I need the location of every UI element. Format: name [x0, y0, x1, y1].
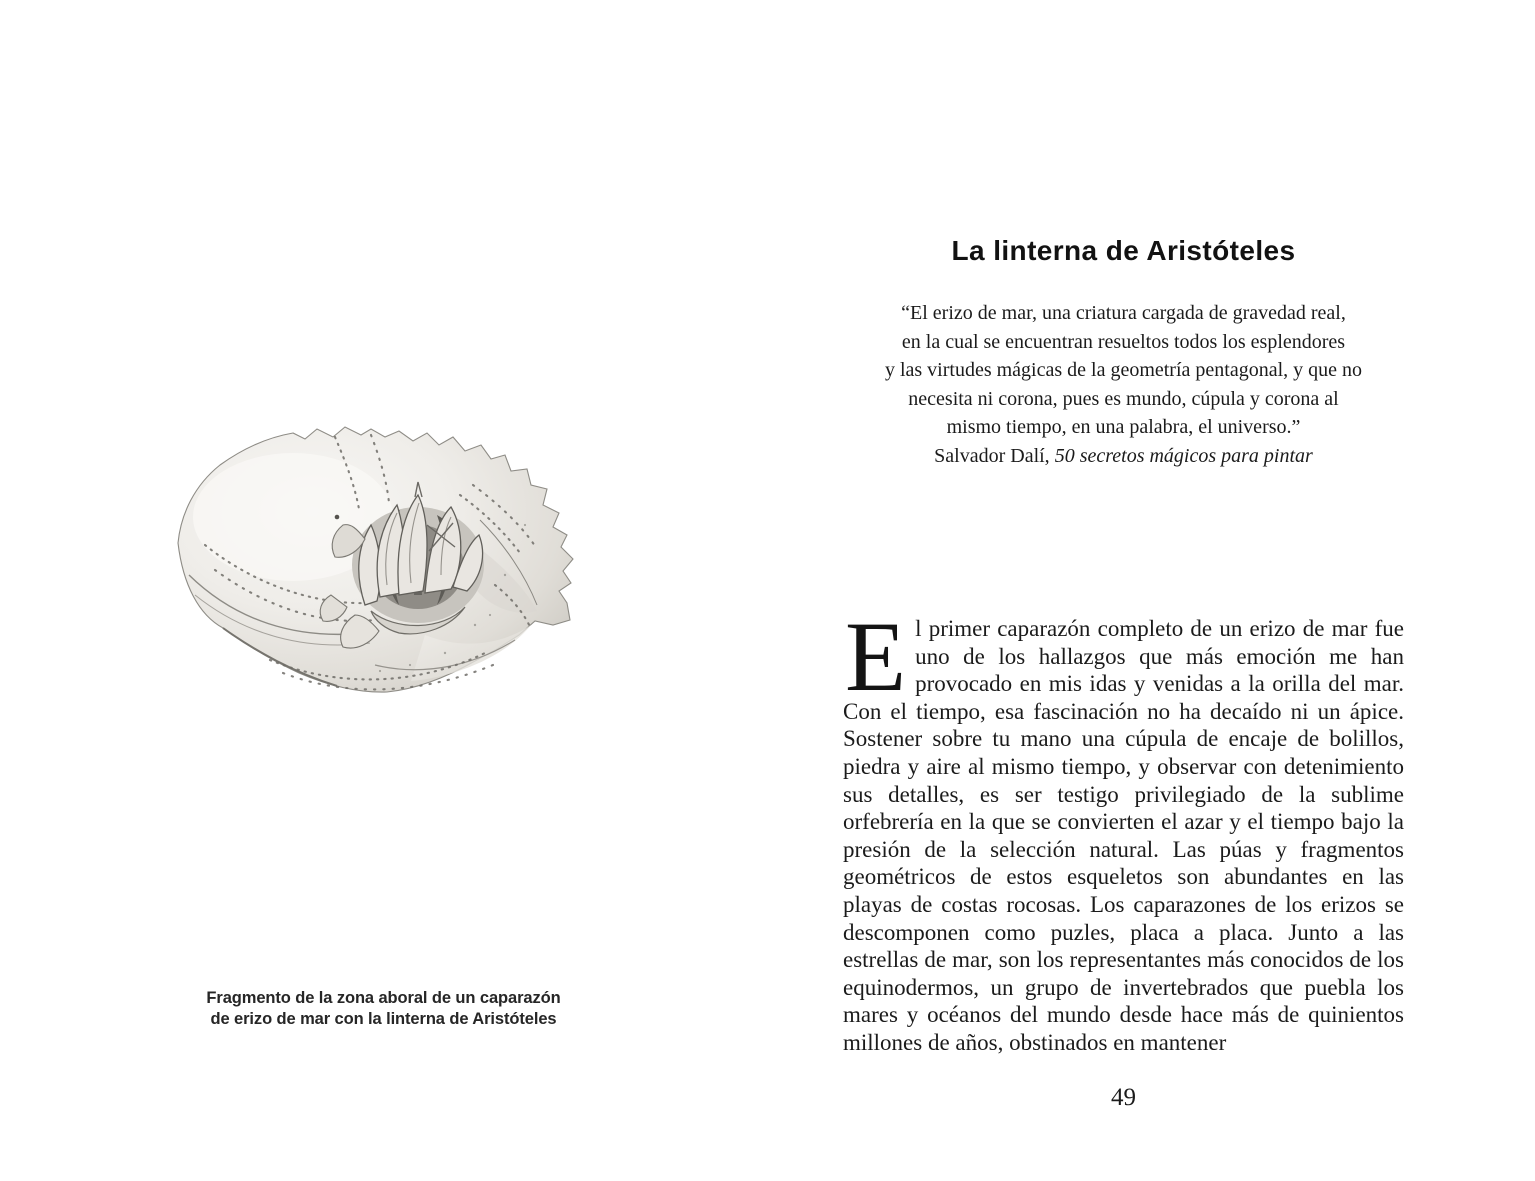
page-number: 49	[1111, 1084, 1136, 1111]
text-column	[843, 0, 1404, 1181]
caption-line-2: de erizo de mar con la linterna de Aristóteles	[210, 1010, 557, 1028]
attribution-work-title: 50 secretos mágicos para pintar	[1054, 444, 1313, 467]
left-page	[0, 0, 767, 1181]
body-paragraph-text: l primer caparazón completo de un erizo de mar fue uno de los hallazgos que más emoción me han provocado en mis idas y venidas a la orilla del mar. Con el tiempo, esa fascinación no ha decaído ni un ápice. Sostener sobre tu mano una cúpula de encaje de bolillos, piedra y aire al mismo tiempo, y observar con detenimiento sus detalles, es ser testigo privilegiado de la sublime orfebrería en la que se convierten el azar y el tiempo bajo la presión de la selección natural. Las púas y fragmentos geométricos de estos esqueletos son abundantes en las playas de costas rocosas. Los caparazones de los erizos se descomponen como puzles, placa a placa. Junto a las estrellas de mar, son los representantes más conocidos de los equinodermos, un grupo de invertebrados que puebla los mares y océanos del mundo desde hace más de quinientos millones de años, obstinados en mantener	[843, 616, 1404, 1055]
chapter-title: La linterna de Aristóteles	[951, 235, 1296, 266]
drop-cap: E	[845, 601, 907, 712]
quote-line: y las virtudes mágicas de la geometría pentagonal, y que no	[884, 359, 1363, 381]
epigraph-quote	[843, 299, 1404, 470]
illustration-caption	[0, 988, 767, 1030]
illustration-figure	[175, 425, 575, 697]
sea-urchin-illustration	[175, 425, 575, 697]
quote-line: mismo tiempo, en una palabra, el universo.”	[946, 416, 1301, 438]
quote-attribution	[843, 442, 1404, 471]
quote-line: en la cual se encuentran resueltos todos los esplendores	[901, 330, 1346, 353]
body-paragraph	[843, 601, 1404, 1057]
caption-line-1: Fragmento de la zona aboral de un caparazón	[206, 989, 561, 1007]
quote-line: necesita ni corona, pues es mundo, cúpula y corona al	[908, 387, 1339, 410]
quote-line: “El erizo de mar, una criatura cargada de gravedad real,	[901, 302, 1346, 324]
attribution-author: Salvador Dalí,	[934, 444, 1055, 467]
right-page	[768, 0, 1535, 1181]
